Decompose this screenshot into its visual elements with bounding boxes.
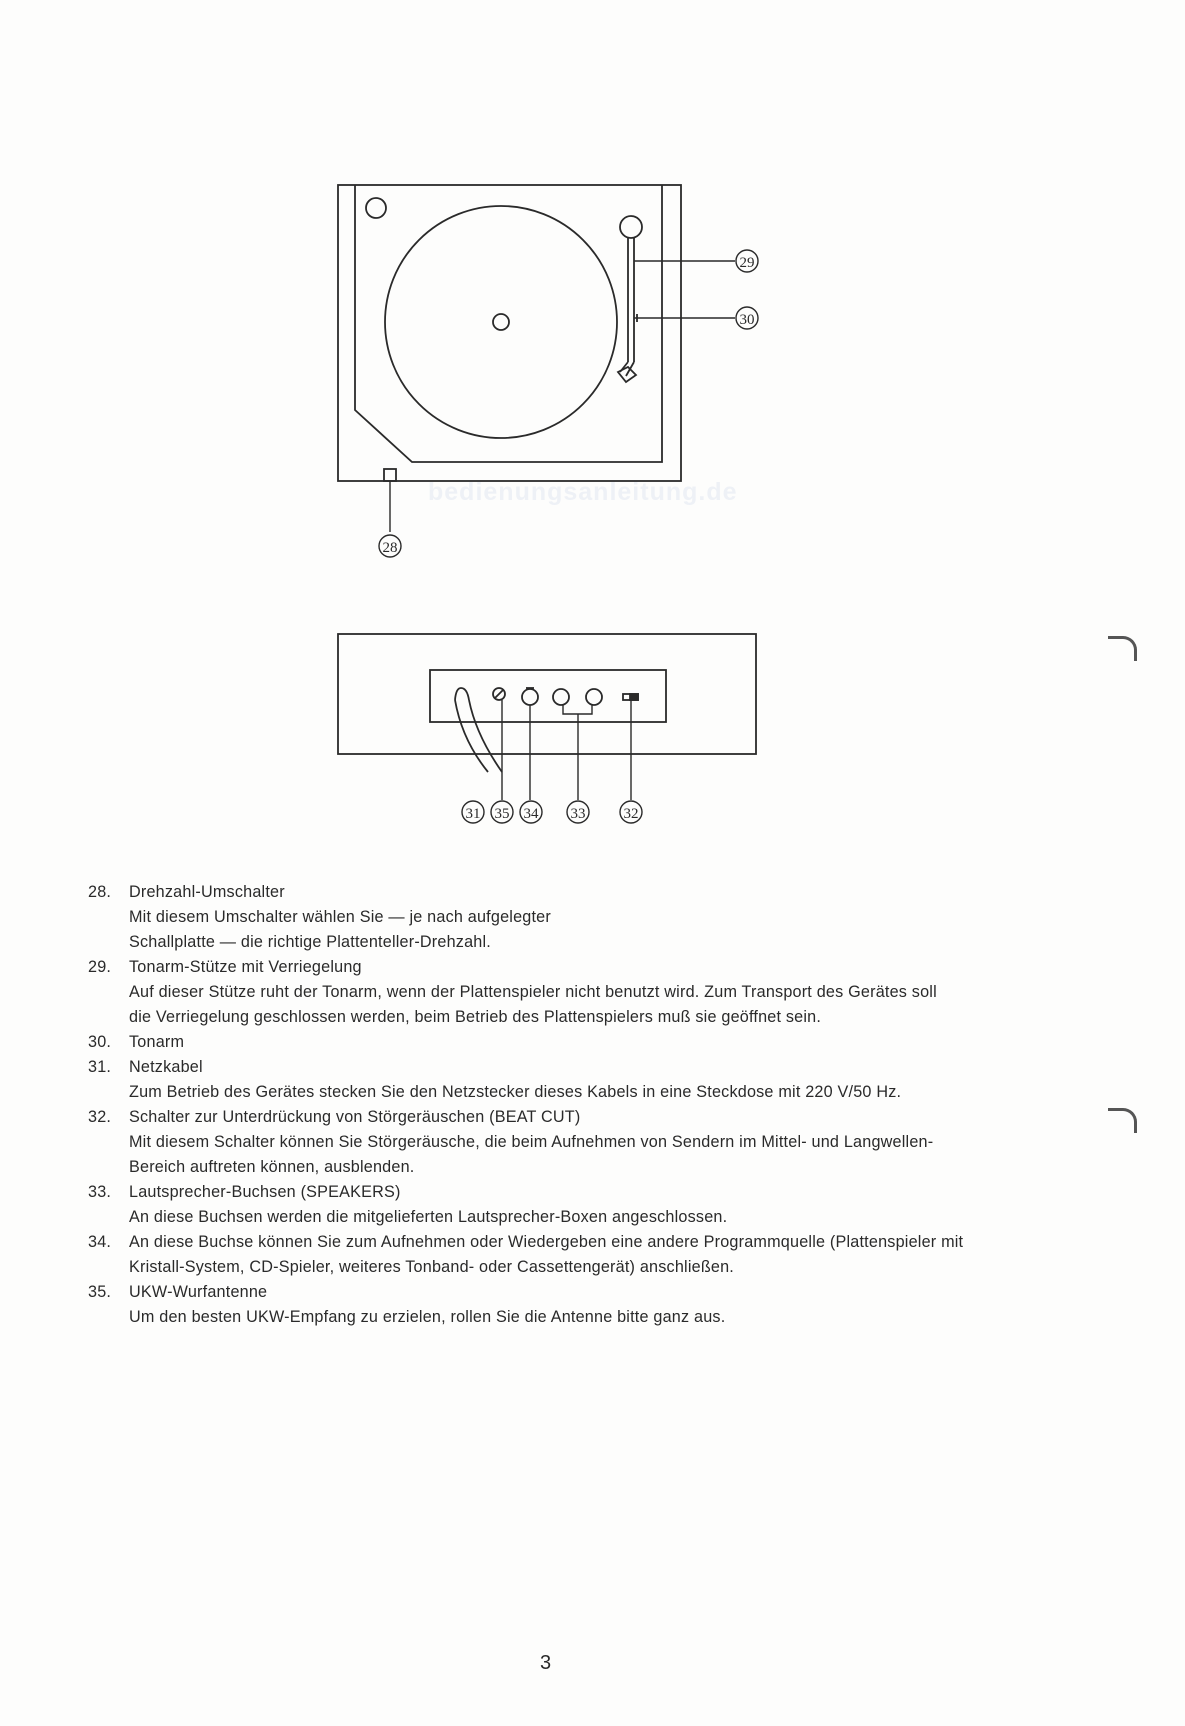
svg-text:34: 34 — [523, 806, 539, 822]
legend-item-description-line: An diese Buchsen werden die mitgelieferten Lautsprecher-Boxen angeschlossen. — [129, 1208, 728, 1226]
legend-item — [88, 1230, 1088, 1280]
legend-item-description-line: Um den besten UKW-Empfang zu erzielen, rollen Sie die Antenne bitte ganz aus. — [129, 1308, 726, 1326]
legend-list — [88, 880, 1088, 1330]
svg-text:28: 28 — [382, 540, 398, 556]
legend-item-number: 34. — [88, 1233, 112, 1251]
watermark: bedienungsanleitung.de — [428, 478, 738, 506]
spindle — [493, 314, 509, 330]
legend-item — [88, 1105, 1088, 1180]
legend-item-description-line: die Verriegelung geschlossen werden, beim Betrieb des Plattenspielers muß sie geöffnet sein. — [129, 1008, 822, 1026]
legend-item — [88, 1030, 1088, 1055]
beat-cut-switch — [623, 694, 638, 700]
speed-switch — [384, 469, 396, 481]
legend-item-description-line: Schallplatte — die richtige Plattenteller-Drehzahl. — [129, 933, 492, 951]
legend-item-number: 32. — [88, 1108, 112, 1126]
speaker-socket-left — [553, 689, 569, 705]
legend-item-description-line: Zum Betrieb des Gerätes stecken Sie den Netzstecker dieses Kabels in eine Steckdose mit 220 V/50 Hz. — [129, 1083, 902, 1101]
callout-30 — [736, 307, 758, 329]
svg-text:29: 29 — [739, 255, 755, 271]
mains-cable — [455, 688, 502, 772]
legend-item-description-line: Mit diesem Umschalter wählen Sie — je nach aufgelegter — [129, 908, 551, 926]
svg-text:33: 33 — [570, 806, 586, 822]
speaker-socket-right — [586, 689, 602, 705]
svg-text:31: 31 — [465, 806, 481, 822]
punch-hole-mark — [1108, 1108, 1137, 1133]
legend-item — [88, 1180, 1088, 1230]
callout-33 — [567, 801, 589, 823]
rear-panel-view — [338, 634, 756, 823]
legend-item-title: Tonarm-Stütze mit Verriegelung — [129, 958, 362, 976]
legend-item-number: 28. — [88, 883, 112, 901]
callout-31 — [462, 801, 484, 823]
legend-item-description-line: Mit diesem Schalter können Sie Störgeräusche, die beim Aufnehmen von Sendern im Mittel- und Langwellen- — [129, 1133, 934, 1151]
punch-hole-mark — [1108, 636, 1137, 661]
legend-item-number: 33. — [88, 1183, 112, 1201]
legend-item-title: Tonarm — [129, 1033, 185, 1051]
legend-item-title: UKW-Wurfantenne — [129, 1283, 268, 1301]
callout-34 — [520, 801, 542, 823]
callout-32 — [620, 801, 642, 823]
callout-28 — [379, 535, 401, 557]
corner-hole — [366, 198, 386, 218]
fm-antenna-terminal — [493, 688, 505, 700]
legend-item-title: Netzkabel — [129, 1058, 203, 1076]
din-socket — [522, 688, 538, 705]
page-number: 3 — [540, 1652, 552, 1674]
legend-item-title: Schalter zur Unterdrückung von Störgeräuschen (BEAT CUT) — [129, 1108, 581, 1126]
tonearm — [618, 216, 642, 382]
legend-item-description-line: Auf dieser Stütze ruht der Tonarm, wenn der Plattenspieler nicht benutzt wird. Zum Transport des Gerätes soll — [129, 983, 937, 1001]
callout-29 — [736, 250, 758, 272]
legend-item-number: 30. — [88, 1033, 112, 1051]
svg-text:35: 35 — [494, 806, 510, 822]
svg-text:32: 32 — [623, 806, 639, 822]
legend-item-title: An diese Buchse können Sie zum Aufnehmen oder Wiedergeben eine andere Programmquelle (Plattenspieler mit — [129, 1233, 964, 1251]
legend-item-title: Lautsprecher-Buchsen (SPEAKERS) — [129, 1183, 401, 1201]
legend-item-description-line: Bereich auftreten können, ausblenden. — [129, 1158, 415, 1176]
legend-item — [88, 955, 1088, 1030]
legend-item — [88, 880, 1088, 955]
legend-item-description-line: Kristall-System, CD-Spieler, weiteres Tonband- oder Cassettengerät) anschließen. — [129, 1258, 735, 1276]
callout-35 — [491, 801, 513, 823]
legend-item — [88, 1280, 1088, 1330]
legend-item-number: 31. — [88, 1058, 112, 1076]
legend-item-title: Drehzahl-Umschalter — [129, 883, 285, 901]
legend-item-number: 29. — [88, 958, 112, 976]
legend-item — [88, 1055, 1088, 1105]
platter — [385, 206, 617, 438]
svg-text:30: 30 — [739, 312, 755, 328]
legend-item-number: 35. — [88, 1283, 112, 1301]
